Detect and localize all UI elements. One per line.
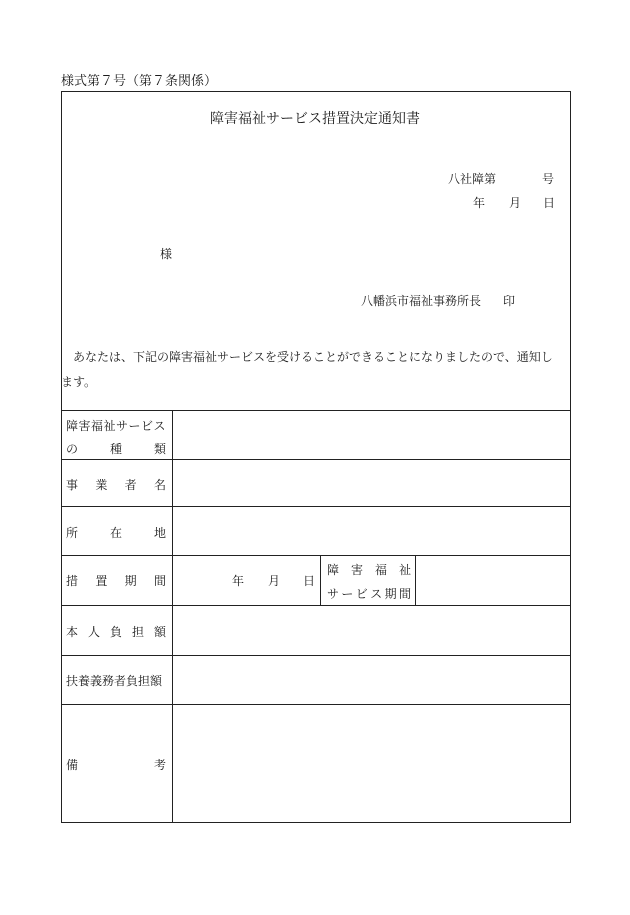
provider-name-label-char: 者 xyxy=(124,478,137,492)
dependent-burden-label: 扶養義務者負担額 xyxy=(66,674,163,688)
measure-period-label-char: 置 xyxy=(95,574,108,588)
location-label xyxy=(66,524,166,541)
provider-name-label xyxy=(66,476,166,493)
service-period-label-char: 福 xyxy=(374,563,387,577)
service-period-label-char: 祉 xyxy=(398,563,411,577)
remarks-field[interactable] xyxy=(173,705,570,822)
self-burden-label-char: 額 xyxy=(153,625,166,639)
service-type-label-line1: 障害福祉サービス xyxy=(66,419,167,433)
document-title: 障害福祉サービス措置決定通知書 xyxy=(210,111,420,127)
remarks-label-char: 備 xyxy=(66,758,79,772)
reference-number-prefix: 八社障第 xyxy=(448,172,497,186)
service-period-label-char: 間 xyxy=(398,587,411,601)
service-period-label-char: 害 xyxy=(350,563,363,577)
service-type-label-char: の xyxy=(66,442,79,456)
measure-period-label-char: 措 xyxy=(66,574,79,588)
remarks-label-char: 考 xyxy=(153,758,166,772)
self-burden-label xyxy=(66,623,166,640)
measure-period-label-char: 間 xyxy=(153,574,166,588)
location-label-char: 在 xyxy=(109,526,122,540)
service-period-label-line2 xyxy=(327,585,411,602)
self-burden-label-char: 本 xyxy=(66,625,79,639)
service-type-label-char: 類 xyxy=(153,442,166,456)
reference-number-suffix: 号 xyxy=(542,172,555,186)
measure-period-month: 月 xyxy=(268,574,281,588)
provider-name-label-char: 事 xyxy=(66,478,79,492)
service-type-label-char: 種 xyxy=(109,442,122,456)
service-period-label-char: 障 xyxy=(327,563,340,577)
issue-date-month: 月 xyxy=(509,196,522,210)
measure-period-year: 年 xyxy=(232,574,245,588)
service-type-field[interactable] xyxy=(173,411,570,458)
dependent-burden-field[interactable] xyxy=(173,656,570,703)
seal-mark: 印 xyxy=(503,294,516,308)
measure-period-date-field[interactable] xyxy=(173,556,319,604)
location-field[interactable] xyxy=(173,507,570,554)
remarks-label xyxy=(66,756,166,773)
self-burden-label-char: 担 xyxy=(131,625,144,639)
service-period-label-char: 期 xyxy=(384,587,397,601)
issue-date-day: 日 xyxy=(543,196,556,210)
issuer-name: 八幡浜市福祉事務所長 xyxy=(361,294,482,308)
service-period-field[interactable] xyxy=(416,556,570,604)
notice-body-text: あなたは、下記の障害福祉サービスを受けることができることになりましたので、通知します。 xyxy=(61,350,553,389)
provider-name-field[interactable] xyxy=(173,460,570,505)
service-period-label-char: ー xyxy=(341,587,354,601)
service-period-label-line1 xyxy=(327,561,411,578)
measure-period-label-char: 期 xyxy=(124,574,137,588)
period-column-divider-1 xyxy=(320,555,321,605)
self-burden-label-char: 負 xyxy=(109,625,122,639)
service-period-label-char: ビ xyxy=(355,587,368,601)
provider-name-label-char: 業 xyxy=(95,478,108,492)
location-label-char: 地 xyxy=(153,526,166,540)
location-label-char: 所 xyxy=(66,526,79,540)
addressee-suffix: 様 xyxy=(160,247,173,261)
service-period-label-char: ス xyxy=(370,587,383,601)
measure-period-label xyxy=(66,572,166,589)
form-number-label: 様式第７号（第７条関係） xyxy=(61,74,218,89)
service-type-label-line2 xyxy=(66,440,166,457)
measure-period-day: 日 xyxy=(303,574,316,588)
self-burden-label-char: 人 xyxy=(87,625,100,639)
issue-date-year: 年 xyxy=(473,196,486,210)
provider-name-label-char: 名 xyxy=(153,478,166,492)
service-period-label-char: サ xyxy=(327,587,340,601)
self-burden-field[interactable] xyxy=(173,606,570,654)
